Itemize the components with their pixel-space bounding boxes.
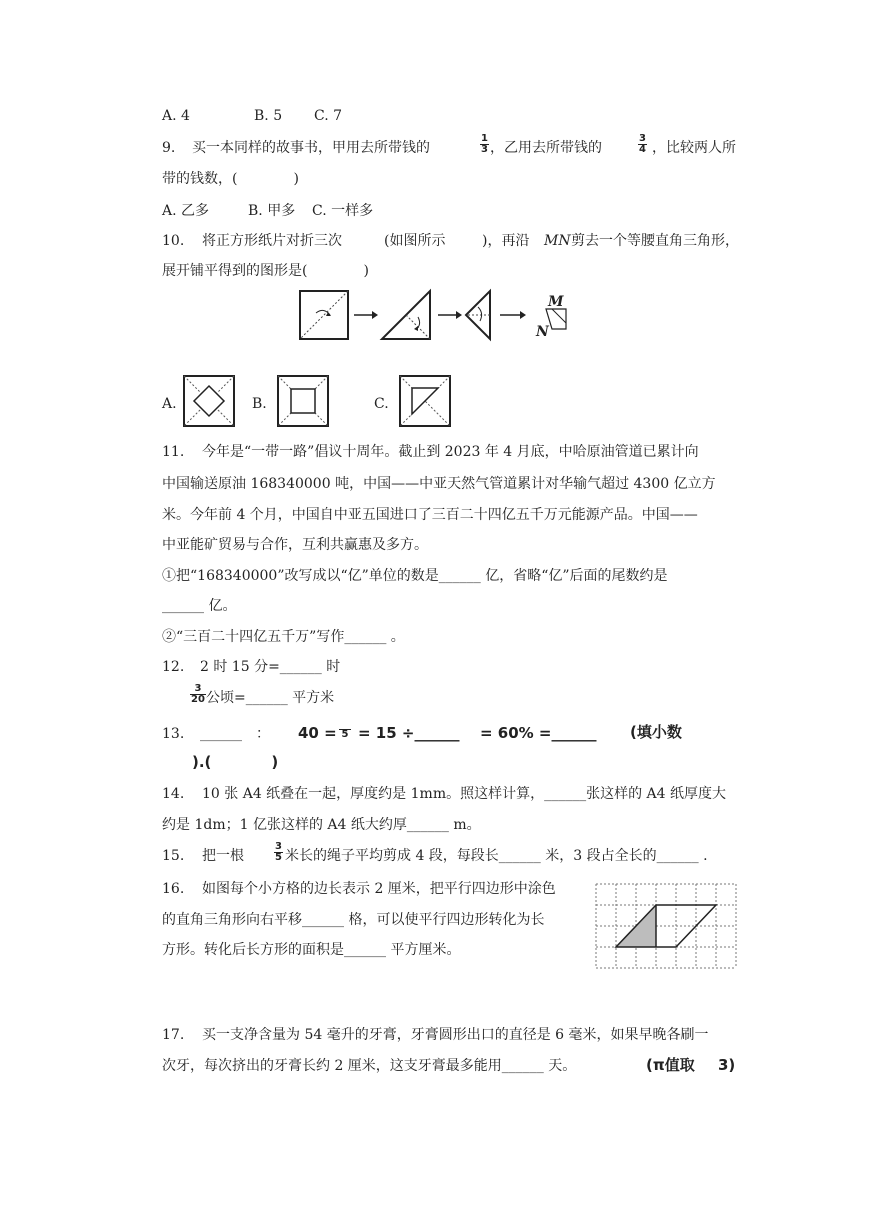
q13-eq3: = 60% =______ bbox=[480, 724, 597, 742]
q9-fraction-2: $\frac{3}{4}$ bbox=[639, 133, 646, 155]
q10-text2: (如图所示 bbox=[384, 233, 446, 249]
q8-option-a: A. 4 bbox=[162, 108, 190, 124]
q11-line4: 中亚能矿贸易与合作，互利共赢惠及多方。 bbox=[162, 537, 428, 553]
q15-number: 15. bbox=[162, 848, 185, 864]
q17-number: 17. bbox=[162, 1027, 185, 1043]
q10-text1: 将正方形纸片对折三次 bbox=[202, 233, 342, 249]
q17-line1: 买一支净含量为 54 毫升的牙膏，牙膏圆形出口的直径是 6 毫米，如果早晚各刷一 bbox=[202, 1027, 709, 1043]
q13-eq1: 40 = bbox=[298, 724, 337, 742]
q15-text2: 米长的绳子平均剪成 4 段，每段长______ 米，3 段占全长的______ . bbox=[285, 848, 708, 864]
q16-line3: 方形。转化后长方形的面积是______ 平方厘米。 bbox=[162, 942, 461, 958]
q8-option-c: C. 7 bbox=[314, 108, 343, 124]
q11-line3: 米。今年前 4 个月，中国自中亚五国进口了三百二十四亿五千万元能源产品。中国—— bbox=[162, 507, 698, 523]
q10-option-a-figure bbox=[182, 374, 236, 428]
q11-line1: 今年是“一带一路”倡议十周年。截止到 2023 年 4 月底，中哈原油管道已累计向 bbox=[202, 444, 699, 460]
q10-line2: 展开铺平得到的图形是( ) bbox=[162, 263, 369, 279]
q16-line2: 的直角三角形向右平移______ 格，可以使平行四边形转化为长 bbox=[162, 912, 545, 928]
q10-mn: MN bbox=[544, 233, 571, 249]
q9-option-b: B. 甲多 bbox=[248, 203, 296, 219]
q10-option-b-figure bbox=[276, 374, 330, 428]
q15-fraction: $\frac{3}{5}$ bbox=[275, 841, 282, 863]
q11-line2: 中国输送原油 168340000 吨，中国——中亚天然气管道累计对华输气超过 4300 亿立方 bbox=[162, 476, 716, 492]
q13-eq2: = 15 ÷______ bbox=[358, 724, 460, 742]
q12-fraction: $\frac{3}{20}$ bbox=[191, 683, 205, 705]
q10-option-b-label: B. bbox=[252, 396, 267, 412]
q10-number: 10. bbox=[162, 233, 185, 249]
q10-option-a-label: A. bbox=[162, 396, 177, 412]
q17-pi-note: (π值取 bbox=[646, 1056, 695, 1074]
q16-grid-figure bbox=[596, 884, 736, 968]
q13-line2: ).( ) bbox=[192, 753, 279, 771]
q9-line2: 带的钱数，( ) bbox=[162, 171, 299, 187]
q8-option-b: B. 5 bbox=[254, 108, 283, 124]
q11-sub1-line2: ______ 亿。 bbox=[162, 598, 237, 614]
q12-number: 12. bbox=[162, 659, 185, 675]
q10-text4: 剪去一个等腰直角三角形， bbox=[571, 233, 739, 249]
q13-note: (填小数 bbox=[630, 723, 682, 741]
q11-number: 11. bbox=[162, 444, 185, 460]
q9-option-a: A. 乙多 bbox=[162, 203, 210, 219]
q14-line1: 10 张 A4 纸叠在一起，厚度约是 1mm。照这样计算，______张这样的 A4 纸厚度大 bbox=[202, 786, 727, 802]
q9-text1: 买一本同样的故事书，甲用去所带钱的 bbox=[192, 140, 430, 156]
q17-pi-value: 3) bbox=[718, 1056, 736, 1074]
q10-label-m: M bbox=[548, 294, 564, 310]
q13-number: 13. bbox=[162, 726, 185, 742]
q17-line2: 次牙，每次挤出的牙膏长约 2 厘米，这支牙膏最多能用______ 天。 bbox=[162, 1058, 577, 1074]
q11-sub2: ②“三百二十四亿五千万”写作______ 。 bbox=[162, 629, 405, 645]
q15-text1: 把一根 bbox=[202, 848, 244, 864]
q10-option-c-figure bbox=[398, 374, 452, 428]
q12-line1: 2 时 15 分=______ 时 bbox=[200, 659, 341, 675]
q10-folding-diagram bbox=[290, 285, 590, 355]
q10-label-n: N bbox=[536, 324, 549, 340]
q12-line2: 公顷=______ 平方米 bbox=[206, 690, 335, 706]
q9-text2: ，乙用去所带钱的 bbox=[490, 140, 602, 156]
q10-text3: )，再沿 bbox=[482, 233, 530, 249]
q16-line1: 如图每个小方格的边长表示 2 厘米，把平行四边形中涂色 bbox=[202, 881, 556, 897]
q14-number: 14. bbox=[162, 786, 185, 802]
q9-number: 9. bbox=[162, 140, 176, 156]
q13-blank1: ______ bbox=[200, 726, 242, 742]
q13-fraction: 5 bbox=[339, 719, 351, 740]
q13-colon: ： bbox=[256, 726, 270, 742]
q9-option-c: C. 一样多 bbox=[312, 203, 374, 219]
q11-sub1-line1: ①把“168340000”改写成以“亿”单位的数是______ 亿，省略“亿”后面的尾数约是 bbox=[162, 568, 668, 584]
q9-text3: ，比较两人所 bbox=[652, 140, 736, 156]
q9-fraction-1: $\frac{1}{3}$ bbox=[481, 133, 488, 155]
q14-line2: 约是 1dm；1 亿张这样的 A4 纸大约厚______ m。 bbox=[162, 817, 481, 833]
q16-number: 16. bbox=[162, 881, 185, 897]
q10-option-c-label: C. bbox=[374, 396, 389, 412]
